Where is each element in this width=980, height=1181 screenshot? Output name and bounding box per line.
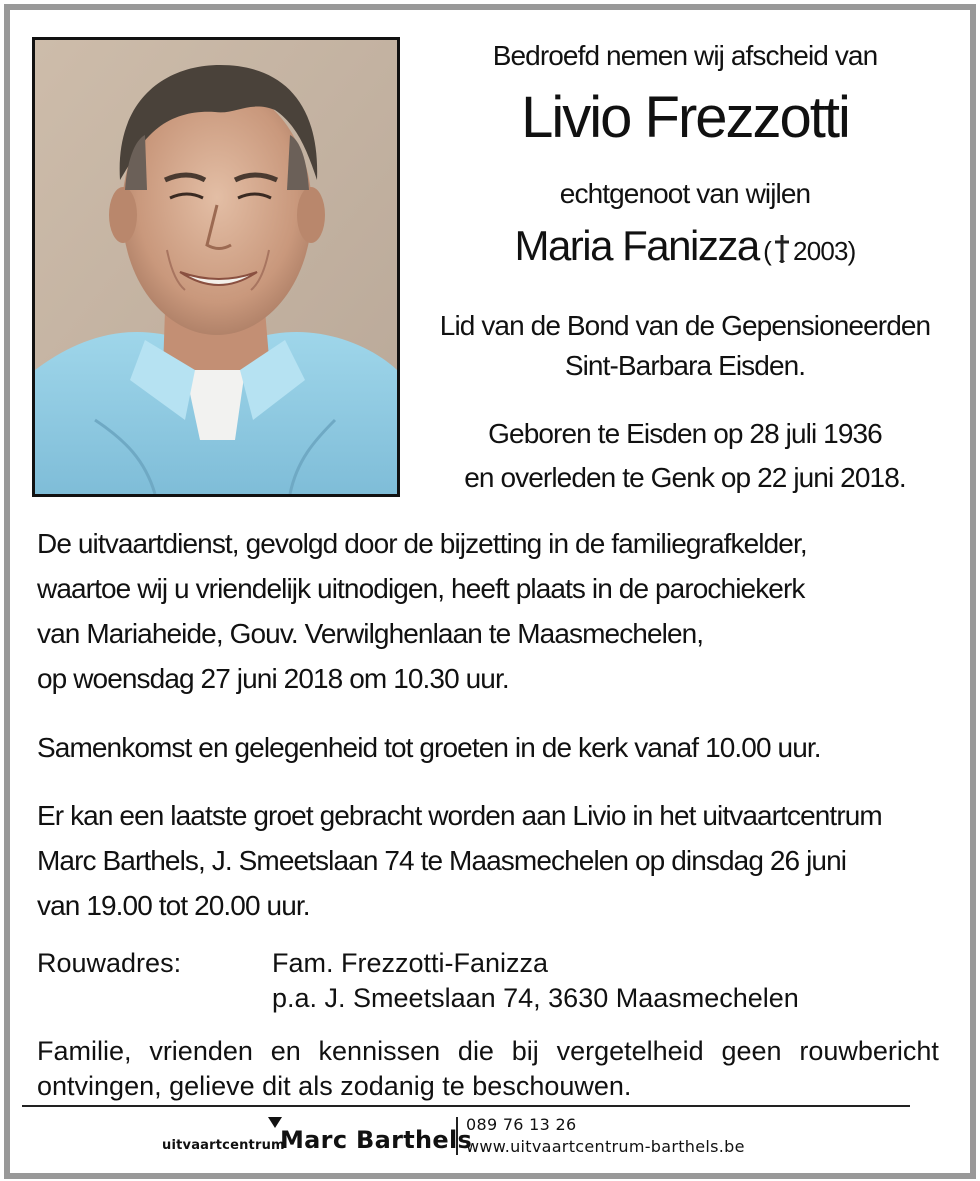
address-line-1: Fam. Frezzotti-Fanizza (272, 948, 549, 978)
service-line-2: waartoe wij u vriendelijk uitnodigen, heeft plaats in de parochiekerk (37, 573, 805, 604)
spouse-line (420, 222, 950, 270)
deceased-name: Livio Frezzotti (521, 85, 849, 150)
family-note-line-1 (37, 1036, 939, 1067)
footer-phone: 089 76 13 26 (466, 1115, 577, 1134)
footer-brand: Marc Barthels (280, 1126, 473, 1154)
family-note-word: rouwbericht (799, 1036, 939, 1066)
latin-cross-icon (773, 234, 791, 264)
family-note-word: geen (721, 1036, 782, 1066)
service-line-3: van Mariaheide, Gouv. Verwilghenlaan te Maasmechelen, (37, 618, 704, 649)
intro-text: Bedroefd nemen wij afscheid van (492, 40, 878, 71)
farewell-line-3: van 19.00 tot 20.00 uur. (37, 890, 310, 921)
membership-line-2: Sint-Barbara Eisden. (564, 350, 806, 381)
portrait-photo (32, 37, 400, 497)
address-line-2: p.a. J. Smeetslaan 74, 3630 Maasmechelen (272, 983, 799, 1013)
footer-separator (456, 1117, 458, 1155)
footer-divider (22, 1105, 910, 1107)
spouse-prefix: echtgenoot van wijlen (559, 178, 811, 209)
family-note-word: en (270, 1036, 301, 1066)
footer-website[interactable]: www.uitvaartcentrum-barthels.be (466, 1137, 745, 1156)
family-note-word: kennissen (318, 1036, 441, 1066)
gathering-text: Samenkomst en gelegenheid tot groeten in de kerk vanaf 10.00 uur. (37, 732, 821, 763)
family-note-word: vrienden (149, 1036, 253, 1066)
family-note-line-2: ontvingen, gelieve dit als zodanig te beschouwen. (37, 1071, 632, 1101)
service-line-1: De uitvaartdienst, gevolgd door de bijzetting in de familiegrafkelder, (37, 528, 807, 559)
service-line-4: op woensdag 27 juni 2018 om 10.30 uur. (37, 663, 509, 694)
family-note-word: bij (511, 1036, 539, 1066)
family-note-word: die (457, 1036, 494, 1066)
spouse-death-year: 2003) (793, 236, 856, 266)
family-note-word: Familie, (37, 1036, 132, 1066)
membership-line-1: Lid van de Bond van de Gepensioneerden (439, 310, 931, 341)
farewell-line-2: Marc Barthels, J. Smeetslaan 74 te Maasmechelen op dinsdag 26 juni (37, 845, 847, 876)
address-label: Rouwadres: (37, 948, 182, 978)
spouse-name: Maria Fanizza (514, 222, 759, 269)
family-note-word: vergetelheid (556, 1036, 704, 1066)
spouse-death-open: ( (763, 236, 772, 266)
footer-prefix: uitvaartcentrum (162, 1138, 285, 1153)
death-line: en overleden te Genk op 22 juni 2018. (464, 462, 906, 493)
farewell-line-1: Er kan een laatste groet gebracht worden aan Livio in het uitvaartcentrum (37, 800, 882, 831)
birth-line: Geboren te Eisden op 28 juli 1936 (488, 418, 882, 449)
